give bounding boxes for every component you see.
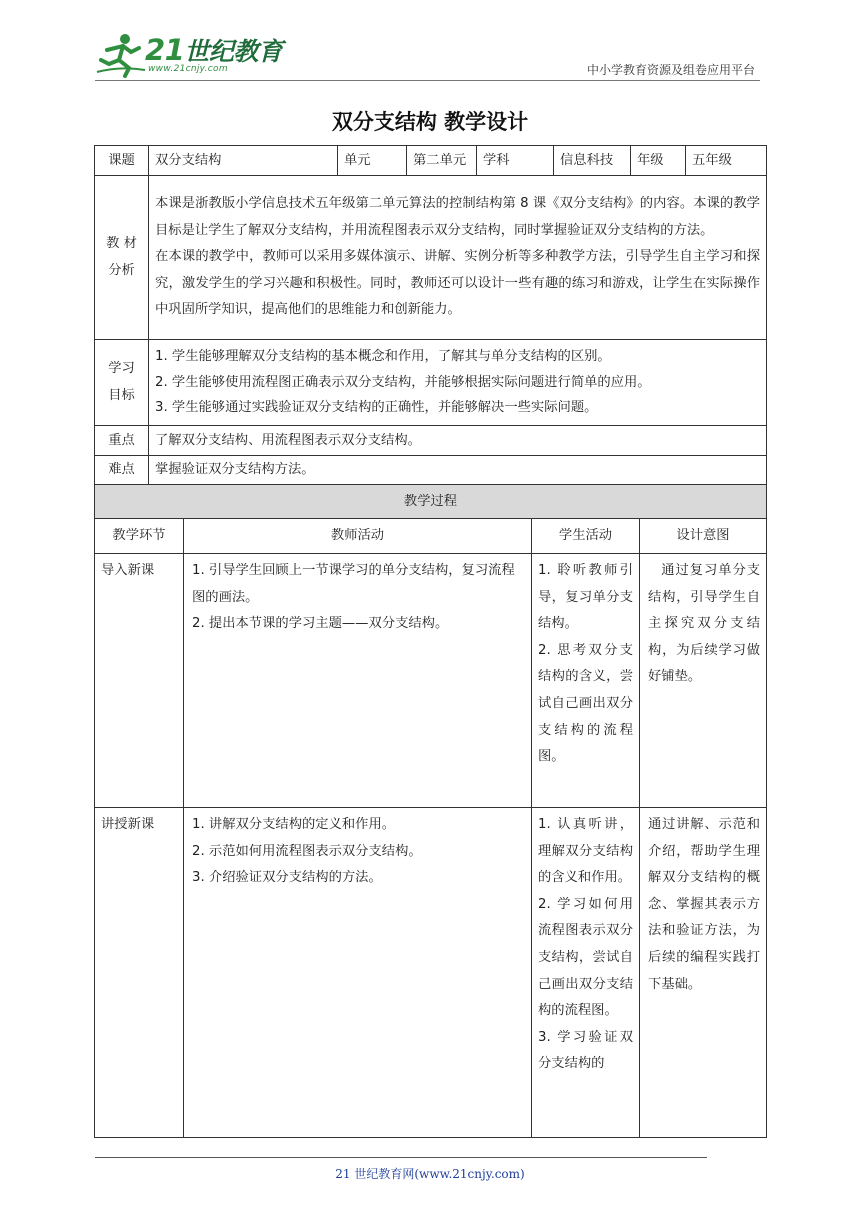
objectives-content — [149, 340, 767, 426]
topic-value: 双分支结构 — [149, 146, 338, 176]
document-title: 双分支结构 教学设计 — [331, 110, 529, 134]
runner-logo-icon — [95, 30, 147, 78]
process-row-intro — [95, 554, 767, 808]
site-logo[interactable] — [95, 30, 283, 78]
unit-value: 第二单元 — [407, 146, 477, 176]
teacher-activity-item: 1. 引导学生回顾上一节课学习的单分支结构，复习流程图的画法。 — [192, 563, 515, 605]
purpose-cell: 通过复习单分支结构，引导学生自主探究双分支结构，为后续学习做好铺垫。 — [640, 554, 767, 808]
teacher-activity-item: 1. 讲解双分支结构的定义和作用。 — [192, 817, 396, 832]
difficulty-label: 难点 — [95, 456, 149, 485]
header-purpose: 设计意图 — [640, 519, 767, 554]
analysis-label: 教 材 分析 — [95, 176, 149, 340]
stage-cell: 讲授新课 — [95, 808, 184, 1138]
student-activity-item: 1. 聆听教师引导，复习单分支结构。 — [538, 563, 633, 632]
grade-value: 五年级 — [686, 146, 767, 176]
student-activity-item: 2. 学习如何用流程图表示双分支结构，尝试自己画出双分支结构的流程图。 — [538, 896, 633, 1019]
topic-label: 课题 — [95, 146, 149, 176]
analysis-content — [149, 176, 767, 340]
grade-label: 年级 — [631, 146, 686, 176]
difficulty-value: 掌握验证双分支结构方法。 — [149, 456, 767, 485]
teacher-activity-cell — [184, 554, 532, 808]
lesson-info-table — [94, 145, 767, 485]
objective-item: 2. 学生能够使用流程图正确表示双分支结构，并能够根据实际问题进行简单的应用。 — [155, 374, 651, 390]
teacher-activity-cell — [184, 808, 532, 1138]
difficulty-row — [95, 456, 767, 485]
process-title: 教学过程 — [95, 485, 767, 519]
student-activity-item: 3. 学习验证双分支结构的 — [538, 1029, 633, 1072]
key-point-label: 重点 — [95, 426, 149, 456]
key-point-value: 了解双分支结构、用流程图表示双分支结构。 — [149, 426, 767, 456]
process-row-teaching — [95, 808, 767, 1138]
teacher-activity-item: 2. 示范如何用流程图表示双分支结构。 — [192, 843, 422, 859]
logo-url: www.21cnjy.com — [148, 64, 228, 74]
page-header — [0, 0, 860, 90]
teaching-process-table — [94, 484, 767, 1138]
logo-wordmark: 21世纪教育 — [145, 33, 283, 67]
header-student: 学生活动 — [532, 519, 640, 554]
process-title-row — [95, 485, 767, 519]
teacher-activity-item: 2. 提出本节课的学习主题——双分支结构。 — [192, 616, 449, 632]
teacher-activity-item: 3. 介绍验证双分支结构的方法。 — [192, 870, 382, 886]
student-activity-item: 1. 认真听讲，理解双分支结构的含义和作用。 — [538, 817, 633, 886]
process-header-row — [95, 519, 767, 554]
lesson-info-row — [95, 146, 767, 176]
student-activity-cell — [532, 554, 640, 808]
analysis-row — [95, 176, 767, 340]
student-activity-cell — [532, 808, 640, 1138]
objectives-row — [95, 340, 767, 426]
header-teacher: 教师活动 — [184, 519, 532, 554]
objective-item: 3. 学生能够通过实践验证双分支结构的正确性，并能够解决一些实际问题。 — [155, 400, 598, 416]
subject-value: 信息科技 — [554, 146, 631, 176]
header-stage: 教学环节 — [95, 519, 184, 554]
analysis-paragraph: 在本课的教学中，教师可以采用多媒体演示、讲解、实例分析等多种教学方法，引导学生自主学习和探究，激发学生的学习兴趣和积极性。同时，教师还可以设计一些有趣的练习和游戏，让学生在实际操作中巩固所学知识，提高他们的思维能力和创新能力。 — [155, 249, 760, 318]
key-point-row — [95, 426, 767, 456]
footer-divider — [95, 1157, 707, 1158]
objectives-label: 学习 目标 — [95, 340, 149, 426]
objective-item: 1. 学生能够理解双分支结构的基本概念和作用，了解其与单分支结构的区别。 — [155, 348, 611, 364]
analysis-paragraph: 本课是浙教版小学信息技术五年级第二单元算法的控制结构第 8 课《双分支结构》的内容。本课的教学目标是让学生了解双分支结构，并用流程图表示双分支结构，同时掌握验证双分支结构的方法。 — [155, 196, 760, 238]
student-activity-item: 2. 思考双分支结构的含义，尝试自己画出双分支结构的流程图。 — [538, 642, 633, 765]
platform-slogan: 中小学教育资源及组卷应用平台 — [586, 63, 755, 77]
purpose-cell: 通过讲解、示范和介绍，帮助学生理解双分支结构的概念、掌握其表示方法和验证方法，为后续的编程实践打下基础。 — [640, 808, 767, 1138]
footer-link[interactable]: 21 世纪教育网(www.21cnjy.com) — [335, 1167, 525, 1181]
unit-label: 单元 — [338, 146, 407, 176]
stage-cell: 导入新课 — [95, 554, 184, 808]
subject-label: 学科 — [477, 146, 554, 176]
header-divider — [95, 80, 760, 81]
